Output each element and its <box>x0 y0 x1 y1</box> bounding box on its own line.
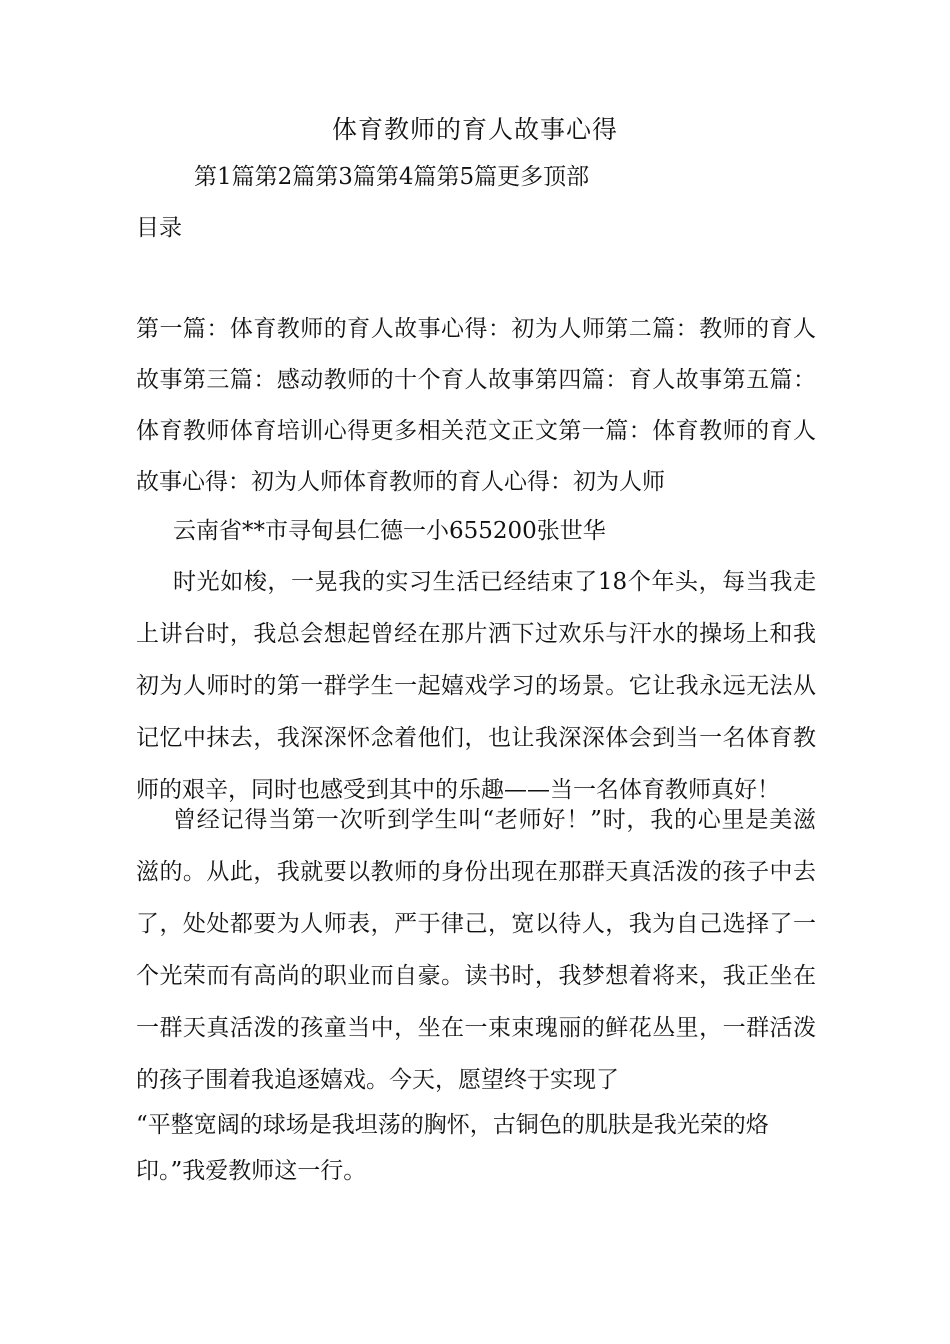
section-nav-text: 第1篇第2篇第3篇第4篇第5篇更多顶部 <box>194 164 590 190</box>
body-paragraph-1: 时光如梭，一晃我的实习生活已经结束了18个年头，每当我走上讲台时，我总会想起曾经在那片洒下过欢乐与汗水的操场上和我初为人师时的第一群学生一起嬉戏学习的场景。它让我永远无法从记忆中抹去，我深深怀念着他们，也让我深深体会到当一名体育教师的艰辛，同时也感受到其中的乐趣——当一名体育教师真好！ <box>136 569 816 803</box>
document-title: 体育教师的育人故事心得 <box>331 115 618 144</box>
quote-paragraph: “平整宽阔的球场是我坦荡的胸怀，古铜色的肌肤是我光荣的烙印。”我爱教师这一行。 <box>136 1112 769 1184</box>
author-line: 云南省**市寻甸县仁德一小655200张世华 <box>173 518 606 544</box>
toc-label: 目录 <box>136 215 182 241</box>
body-paragraph-2: 曾经记得当第一次听到学生叫“老师好！”时，我的心里是美滋滋的。从此，我就要以教师的身份出现在那群天真活泼的孩子中去了，处处都要为人师表，严于律己，宽以待人，我为自己选择了一个光荣而有高尚的职业而自豪。读书时，我梦想着将来，我正坐在一群天真活泼的孩童当中，坐在一束束瑰丽的鲜花丛里，一群活泼的孩子围着我追逐嬉戏。今天，愿望终于实现了 <box>136 807 816 1093</box>
toc-paragraph: 第一篇：体育教师的育人故事心得：初为人师第二篇：教师的育人故事第三篇：感动教师的十个育人故事第四篇：育人故事第五篇：体育教师体育培训心得更多相关范文正文第一篇：体育教师的育人故事心得：初为人师体育教师的育人心得：初为人师 <box>136 316 816 495</box>
